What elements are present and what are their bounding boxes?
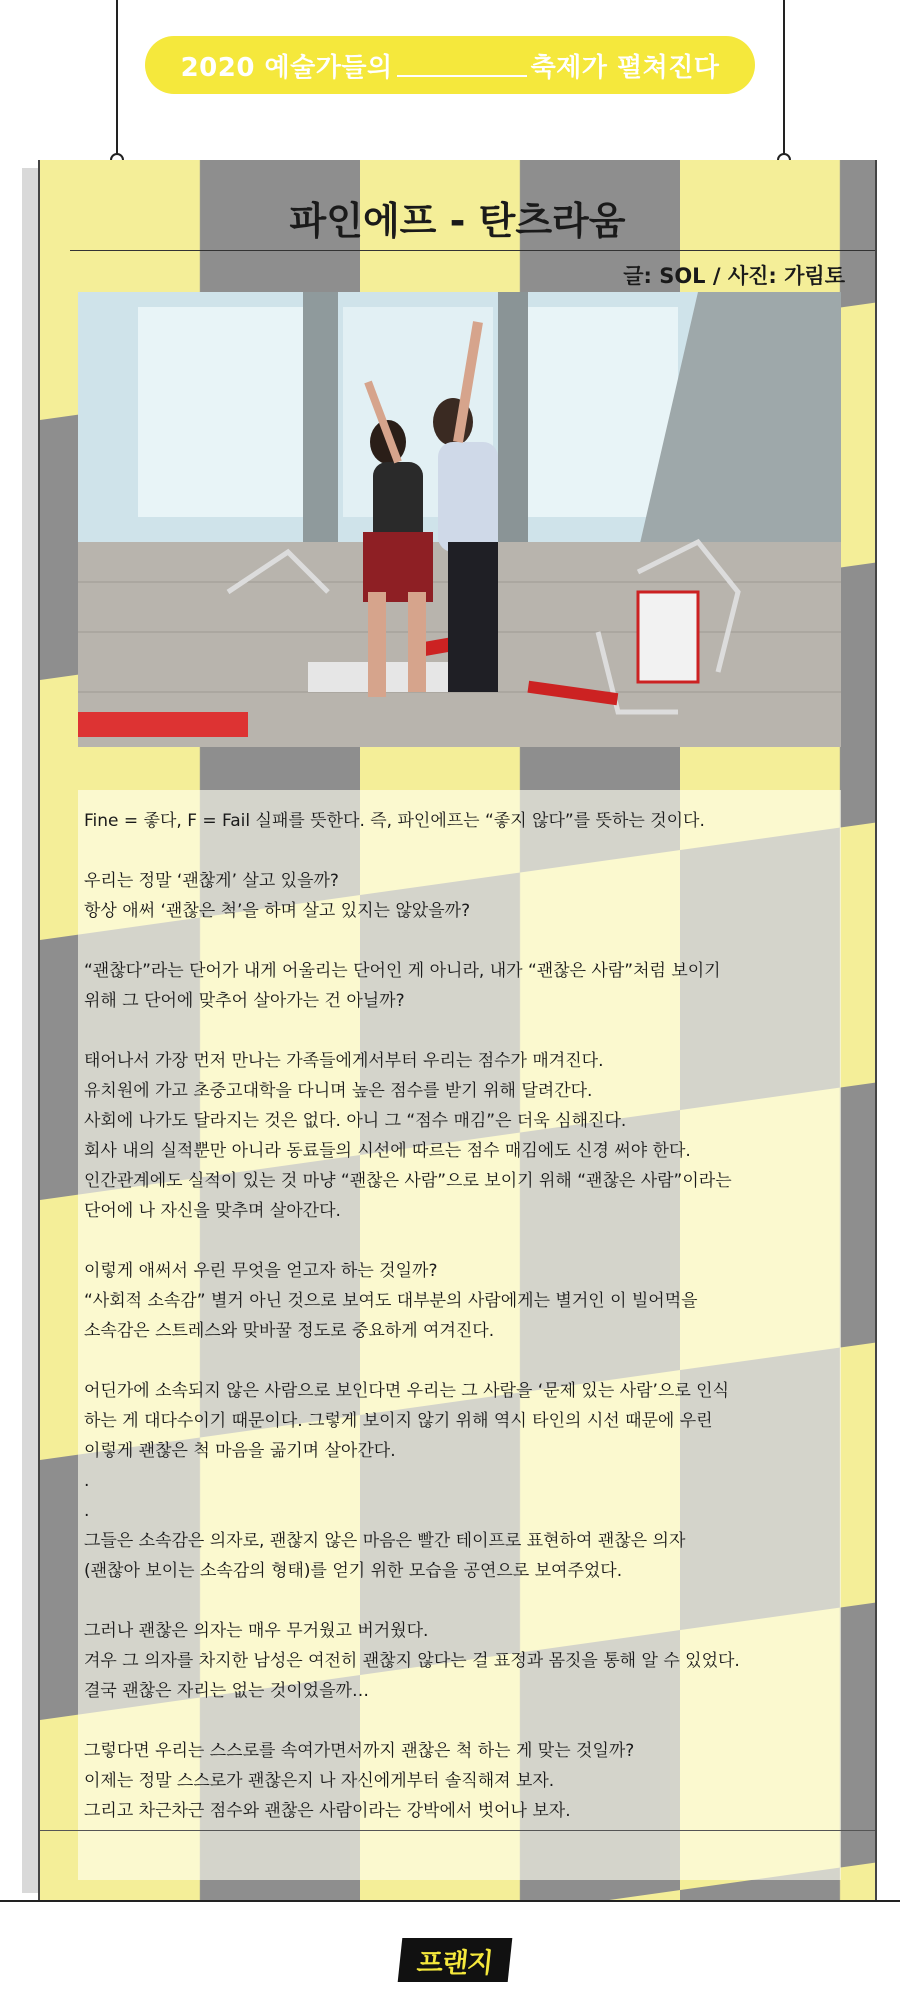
body-line: 겨우 그 의자를 차지한 남성은 여전히 괜찮지 않다는 걸 표정과 몸짓을 통해 알 수 있었다. <box>84 1651 740 1671</box>
body-line: 우리는 정말 ‘괜찮게’ 살고 있을까? <box>84 871 339 891</box>
body-line: . <box>84 1501 90 1521</box>
performance-photo <box>78 292 841 747</box>
body-line: “사회적 소속감” 별거 아닌 것으로 보여도 대부분의 사람에게는 별거인 이 빌어먹을 <box>84 1291 698 1311</box>
body-line: 이렇게 괜찮은 척 마음을 곪기며 살아간다. <box>84 1441 396 1461</box>
article-title: 파인에프 - 탄츠라움 <box>289 199 626 243</box>
banner-text-before: 2020 예술가들의 <box>180 52 393 83</box>
title-divider <box>70 250 875 251</box>
body-line: 단어에 나 자신을 맞추며 살아간다. <box>84 1201 341 1221</box>
body-line: 항상 애써 ‘괜찮은 척’을 하며 살고 있지는 않았을까? <box>84 901 471 921</box>
body-line: 소속감은 스트레스와 맞바꿀 정도로 중요하게 여겨진다. <box>84 1321 495 1341</box>
body-line: 그리고 차근차근 점수와 괜찮은 사람이라는 강박에서 벗어나 보자. <box>84 1801 571 1821</box>
body-line: . <box>84 1471 90 1491</box>
banner-text-after: 축제가 펼쳐진다 <box>530 52 720 83</box>
ground-line <box>0 1900 900 1902</box>
hanging-string-left <box>116 0 118 158</box>
body-line: 인간관계에도 실적이 있는 것 마냥 “괜찮은 사람”으로 보이기 위해 “괜찮은 사람”이라는 <box>84 1171 732 1191</box>
body-line: 결국 괜찮은 자리는 없는 것이었을까… <box>84 1681 369 1701</box>
body-line: 하는 게 대다수이기 때문이다. 그렇게 보이지 않기 위해 역시 타인의 시선 때문에 우린 <box>84 1411 713 1431</box>
body-line: 어딘가에 소속되지 않은 사람으로 보인다면 우리는 그 사람을 ‘문제 있는 사람’으로 인식 <box>84 1381 730 1401</box>
festival-banner <box>145 36 755 94</box>
body-line: 이렇게 애써서 우린 무엇을 얻고자 하는 것일까? <box>84 1261 438 1281</box>
body-line: 그들은 소속감은 의자로, 괜찮지 않은 마음은 빨간 테이프로 표현하여 괜찮은 의자 <box>84 1531 686 1551</box>
logo-text: 프랜지 <box>415 1947 494 1979</box>
body-line: 위해 그 단어에 맞추어 살아가는 건 아닐까? <box>84 991 405 1011</box>
banner-blank <box>397 53 527 77</box>
body-line: 사회에 나가도 달라지는 것은 없다. 아니 그 “점수 매김”은 더욱 심해진다. <box>84 1111 627 1131</box>
body-line: 이제는 정말 스스로가 괜찮은지 나 자신에게부터 솔직해져 보자. <box>84 1771 555 1791</box>
body-line: 그러나 괜찮은 의자는 매우 무거웠고 버거웠다. <box>84 1621 429 1641</box>
body-line: (괜찮아 보이는 소속감의 형태)를 얻기 위한 모습을 공연으로 보여주었다. <box>84 1561 623 1581</box>
body-line: 회사 내의 실적뿐만 아니라 동료들의 시선에 따르는 점수 매김에도 신경 써야 한다. <box>84 1141 691 1161</box>
body-line: “괜찮다”라는 단어가 내게 어울리는 단어인 게 아니라, 내가 “괜찮은 사람”처럼 보이기 <box>84 961 721 981</box>
hanging-string-right <box>783 0 785 158</box>
article-body <box>84 806 844 1826</box>
board-bottom-divider <box>40 1830 875 1831</box>
article-credit: 글: SOL / 사진: 가림토 <box>623 264 845 288</box>
body-line: 태어나서 가장 먼저 만나는 가족들에게서부터 우리는 점수가 매겨진다. <box>84 1051 604 1071</box>
body-line: Fine = 좋다, F = Fail 실패를 뜻한다. 즉, 파인에프는 “좋지 않다”를 뜻하는 것이다. <box>84 811 705 831</box>
body-line: 유치원에 가고 초중고대학을 다니며 높은 점수를 받기 위해 달려간다. <box>84 1081 593 1101</box>
franzy-logo <box>398 1938 513 1982</box>
body-line: 그렇다면 우리는 스스로를 속여가면서까지 괜찮은 척 하는 게 맞는 것일까? <box>84 1741 635 1761</box>
